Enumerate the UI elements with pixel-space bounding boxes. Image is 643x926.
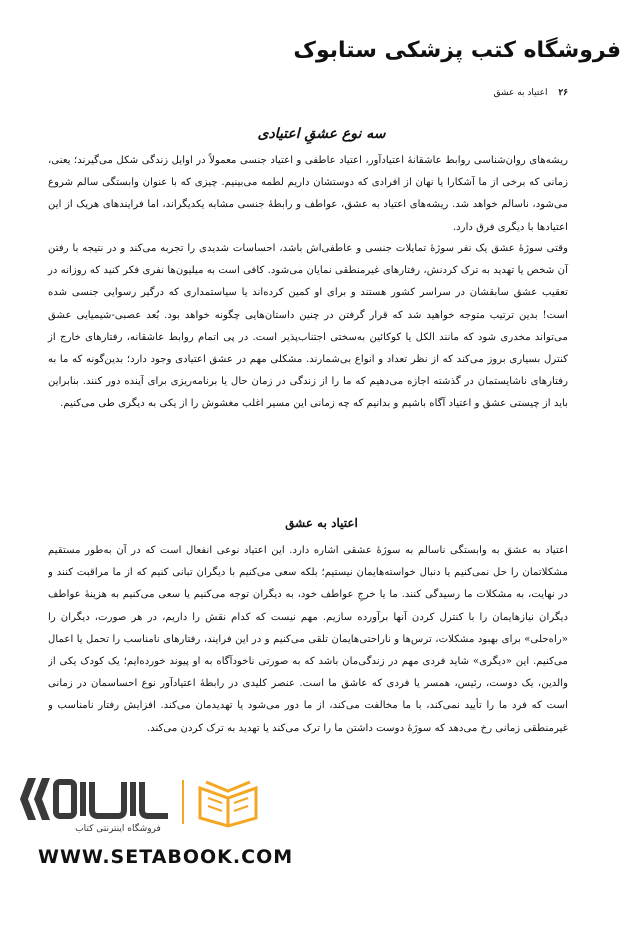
running-header [68,88,568,98]
page-number: ۲۶ [558,88,568,98]
section-title: سه نوع عشقِ اعتیادی [257,126,386,142]
book-title: اعتیاد به عشق [493,88,548,98]
store-title: فروشگاه کتب پزشکی ستابوک [293,38,621,63]
paragraph-3: اعتیاد به عشق به وابستگی ناسالم به سوژهٔ عشقی اشاره دارد. این اعتیاد نوعی انفعال است که در آن به‌طور مستقیم مشکلاتمان را حل نمی‌کنیم یا دنبال خواسته‌هایمان نیستیم؛ بلکه سعی می‌کنیم با دیگران تبانی کنیم که از ما مراقبت کنند و در نهایت، به مشکلات ما رسیدگی کنند. ما یا خرجِ عواطف خود، به دیگران توجه می‌کنیم یا سعی می‌کنیم به هزینهٔ عواطف دیگران نیازهایمان را با کنترل کردن آنها برآورده سازیم. مهم نیست که کدام نقش را داریم، در هر صورت، دیگران را «راه‌حلی» برای بهبود مشکلات، ترس‌ها و ناراحتی‌هایمان تلقی می‌کنیم و در این فرایند، رفتارهای نامناسب را تحمل یا اعمال می‌کنیم. این «دیگری» شاید فردی مهم در زندگی‌مان باشد که به صورتی ناخودآگاه به او پیوند خورده‌ایم؛ یک کودک یکی از والدین، یک دوست، رئیس، همسر یا فردی که عاشق ما است. عنصر کلیدی در رابطهٔ اعتیادآور نوع احساسمان در زمانی است که فرد ما را تأیید نمی‌کند، با ما مخالفت می‌کند، از ما دور می‌شود یا تهدیدمان می‌کند. افزایش رفتار نامناسب و غیرمنطقی زمانی رخ می‌دهد که سوژهٔ دوست داشتن ما را ترک می‌کند یا تهدید به ترک کردن می‌کند. [48,545,568,734]
logo-divider [182,780,184,824]
paragraph-1: ریشه‌های روان‌شناسی روابط عاشقانهٔ اعتیادآور، اعتیاد عاطفی و اعتیاد جنسی معمولاً در اوایل زندگی شکل می‌گیرند؛ یعنی، زمانی که برخی از ما آشکارا یا نهان از افرادی که دوستشان داریم لطمه می‌بینیم. چیزی که با عنوان وابستگی سالم شروع می‌شود، ناسالم خواهد شد. ریشه‌های اعتیاد به عشق، عواطف و رابطهٔ جنسی مشابه یکدیگراند، اما فرایندهای هریک از این اعتیادها با دیگری فرق دارد. [48,155,568,233]
logo-caption: فروشگاه اینترنتی کتاب [75,824,161,834]
setabook-logo-mark [18,772,178,826]
website-url: WWW.SETABOOK.COM [38,846,294,868]
open-book-icon [196,778,260,828]
subsection-title: اعتیاد به عشق [285,516,358,530]
setabook-logo [18,772,278,842]
paragraph-2: وقتی سوژهٔ عشق یک نفر سوژهٔ تمایلات جنسی و عاطفی‌اش باشد، احساسات شدیدی را تجربه می‌کند و در نتیجه با رفتن آن شخص یا تهدید به ترک کردنش، رفتارهای غیرمنطقی نمایان می‌شود. کافی است به میلیون‌ها نفری فکر کنید که روزانه در تعقیب عشق سابقشان در سراسر کشور هستند و برای او کمین کرده‌اند یا سیاستمداری که درگیر رسوایی جنسی شده است! بدین ترتیب متوجه خواهید شد که قرار گرفتن در چنین داستان‌هایی چگونه خواهد بود. بُعد عصبی-شیمیایی عشق می‌تواند مخدری شود که مانند الکل یا کوکائین به‌سختی اجتناب‌پذیر است. در پی اتمام روابط عاشقانه، رفتارهای خارج از کنترل بسیاری بروز می‌کند که از نظر تعداد و انواع بی‌شمارند. مشکلی مهم در عشق اعتیادی وجود دارد؛ بدین‌گونه که ما به رفتارهای ناشایستمان در گذشته اجازه می‌دهیم که ما را از زندگی در زمان حال یا برنامه‌ریزی برای آینده دور کنند. بنابراین باید از چیستی عشق و اعتیاد آگاه باشیم و بدانیم که چه زمانی این مسیر اغلب مغشوش را از یکی به دیگری طی می‌کنیم. [48,243,568,410]
